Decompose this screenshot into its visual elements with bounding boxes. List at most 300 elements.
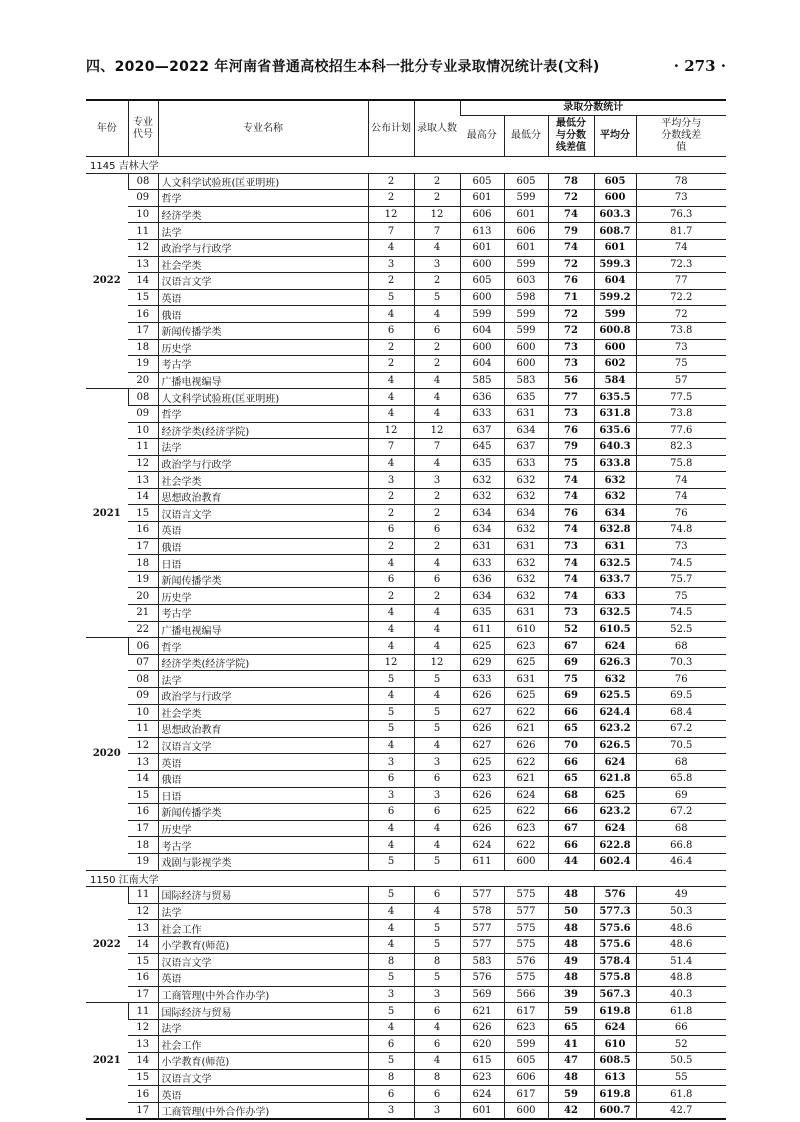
cell-plan: 2 [368, 505, 414, 522]
cell-min: 623 [504, 638, 548, 655]
cell-avg-diff: 69.5 [636, 688, 726, 705]
cell-avg: 621.8 [594, 770, 636, 787]
col-admitted: 录取人数 [414, 100, 460, 157]
cell-avg: 603.3 [594, 206, 636, 223]
table-row [86, 638, 726, 655]
cell-major: 法学 [158, 1019, 368, 1036]
cell-avg: 619.8 [594, 1003, 636, 1020]
cell-plan: 4 [368, 372, 414, 389]
cell-code: 13 [128, 754, 158, 771]
cell-code: 08 [128, 389, 158, 406]
cell-min-diff: 74 [548, 571, 594, 588]
cell-min: 599 [504, 1036, 548, 1053]
table-row [86, 289, 726, 306]
table-row [86, 820, 726, 837]
cell-avg: 601 [594, 239, 636, 256]
cell-min: 575 [504, 936, 548, 953]
cell-plan: 4 [368, 820, 414, 837]
cell-max: 626 [460, 1019, 504, 1036]
cell-min-diff: 74 [548, 488, 594, 505]
cell-avg: 635.6 [594, 422, 636, 439]
table-row [86, 1102, 726, 1119]
cell-max: 577 [460, 936, 504, 953]
cell-plan: 5 [368, 721, 414, 738]
cell-min: 610 [504, 621, 548, 638]
table-row [86, 1053, 726, 1070]
cell-admitted: 2 [414, 588, 460, 605]
cell-plan: 4 [368, 405, 414, 422]
cell-min-diff: 70 [548, 737, 594, 754]
col-max: 最高分 [460, 116, 504, 157]
cell-admitted: 5 [414, 704, 460, 721]
cell-plan: 4 [368, 555, 414, 572]
cell-min: 600 [504, 1102, 548, 1119]
cell-min-diff: 75 [548, 671, 594, 688]
cell-avg: 604 [594, 273, 636, 290]
cell-admitted: 4 [414, 405, 460, 422]
page-title: 四、2020—2022 年河南省普通高校招生本科一批分专业录取情况统计表(文科) [86, 59, 600, 75]
cell-plan: 2 [368, 588, 414, 605]
cell-major: 历史学 [158, 820, 368, 837]
cell-avg: 576 [594, 887, 636, 904]
cell-avg-diff: 73.8 [636, 405, 726, 422]
cell-admitted: 4 [414, 455, 460, 472]
cell-min: 632 [504, 472, 548, 489]
cell-code: 09 [128, 405, 158, 422]
cell-min: 623 [504, 820, 548, 837]
cell-min-diff: 48 [548, 970, 594, 987]
cell-major: 法学 [158, 439, 368, 456]
cell-avg: 635.5 [594, 389, 636, 406]
cell-plan: 8 [368, 953, 414, 970]
cell-code: 13 [128, 256, 158, 273]
cell-avg: 632 [594, 488, 636, 505]
cell-max: 600 [460, 339, 504, 356]
table-row [86, 571, 726, 588]
cell-major: 英语 [158, 522, 368, 539]
cell-admitted: 6 [414, 1003, 460, 1020]
cell-avg-diff: 72.2 [636, 289, 726, 306]
cell-avg-diff: 69 [636, 787, 726, 804]
table-row [86, 837, 726, 854]
cell-min-diff: 78 [548, 173, 594, 190]
col-score-stats: 录取分数统计 [460, 100, 726, 116]
cell-avg-diff: 74 [636, 472, 726, 489]
cell-max: 626 [460, 787, 504, 804]
cell-min: 599 [504, 306, 548, 323]
cell-code: 15 [128, 953, 158, 970]
cell-admitted: 4 [414, 372, 460, 389]
cell-min-diff: 66 [548, 804, 594, 821]
cell-code: 13 [128, 472, 158, 489]
cell-major: 经济学类(经济学院) [158, 654, 368, 671]
cell-code: 12 [128, 455, 158, 472]
cell-plan: 5 [368, 1003, 414, 1020]
cell-code: 10 [128, 704, 158, 721]
cell-admitted: 6 [414, 522, 460, 539]
cell-min-diff: 48 [548, 1069, 594, 1086]
cell-min-diff: 66 [548, 754, 594, 771]
cell-major: 工商管理(中外合作办学) [158, 986, 368, 1003]
cell-avg: 605 [594, 173, 636, 190]
cell-max: 626 [460, 820, 504, 837]
cell-max: 627 [460, 737, 504, 754]
cell-admitted: 3 [414, 787, 460, 804]
cell-code: 14 [128, 1053, 158, 1070]
cell-admitted: 6 [414, 770, 460, 787]
cell-avg: 626.3 [594, 654, 636, 671]
table-row [86, 853, 726, 870]
cell-major: 戏剧与影视学类 [158, 853, 368, 870]
cell-major: 社会学类 [158, 256, 368, 273]
cell-admitted: 5 [414, 721, 460, 738]
cell-min: 631 [504, 605, 548, 622]
cell-avg: 575.6 [594, 936, 636, 953]
cell-plan: 6 [368, 770, 414, 787]
cell-min: 632 [504, 555, 548, 572]
cell-min: 631 [504, 671, 548, 688]
cell-min-diff: 48 [548, 920, 594, 937]
table-row [86, 223, 726, 240]
cell-max: 601 [460, 190, 504, 207]
cell-min: 601 [504, 206, 548, 223]
cell-admitted: 3 [414, 256, 460, 273]
cell-min-diff: 73 [548, 405, 594, 422]
cell-code: 14 [128, 770, 158, 787]
cell-max: 625 [460, 804, 504, 821]
table-row [86, 422, 726, 439]
cell-admitted: 4 [414, 239, 460, 256]
cell-code: 11 [128, 887, 158, 904]
cell-min: 575 [504, 887, 548, 904]
cell-min-diff: 48 [548, 887, 594, 904]
cell-avg-diff: 67.2 [636, 804, 726, 821]
cell-min-diff: 49 [548, 953, 594, 970]
cell-avg-diff: 74.5 [636, 605, 726, 622]
table-row [86, 1069, 726, 1086]
cell-min: 617 [504, 1086, 548, 1103]
cell-admitted: 5 [414, 853, 460, 870]
cell-avg-diff: 48.8 [636, 970, 726, 987]
cell-min: 622 [504, 754, 548, 771]
cell-plan: 6 [368, 322, 414, 339]
cell-avg-diff: 68.4 [636, 704, 726, 721]
cell-admitted: 4 [414, 1019, 460, 1036]
cell-avg-diff: 72 [636, 306, 726, 323]
cell-avg-diff: 70.5 [636, 737, 726, 754]
cell-min-diff: 67 [548, 638, 594, 655]
cell-major: 法学 [158, 671, 368, 688]
cell-min-diff: 69 [548, 688, 594, 705]
cell-admitted: 3 [414, 1102, 460, 1119]
cell-major: 广播电视编导 [158, 372, 368, 389]
cell-avg: 623.2 [594, 804, 636, 821]
table-row [86, 505, 726, 522]
cell-admitted: 2 [414, 339, 460, 356]
cell-admitted: 5 [414, 671, 460, 688]
cell-avg-diff: 74 [636, 239, 726, 256]
cell-plan: 4 [368, 737, 414, 754]
cell-min: 600 [504, 853, 548, 870]
cell-admitted: 4 [414, 903, 460, 920]
cell-min: 575 [504, 970, 548, 987]
cell-max: 604 [460, 322, 504, 339]
cell-admitted: 7 [414, 439, 460, 456]
cell-major: 汉语言文学 [158, 273, 368, 290]
table-row [86, 754, 726, 771]
cell-avg-diff: 50.5 [636, 1053, 726, 1070]
table-row [86, 1036, 726, 1053]
cell-admitted: 5 [414, 920, 460, 937]
cell-avg: 600.7 [594, 1102, 636, 1119]
cell-max: 599 [460, 306, 504, 323]
cell-min: 632 [504, 588, 548, 605]
cell-min-diff: 67 [548, 820, 594, 837]
cell-plan: 5 [368, 1053, 414, 1070]
cell-min-diff: 74 [548, 555, 594, 572]
cell-min-diff: 50 [548, 903, 594, 920]
cell-major: 俄语 [158, 538, 368, 555]
cell-min-diff: 42 [548, 1102, 594, 1119]
cell-major: 国际经济与贸易 [158, 1003, 368, 1020]
cell-plan: 3 [368, 986, 414, 1003]
cell-admitted: 6 [414, 571, 460, 588]
table-row [86, 920, 726, 937]
year-cell: 2022 [86, 173, 128, 389]
cell-avg-diff: 73.8 [636, 322, 726, 339]
cell-min: 632 [504, 522, 548, 539]
cell-min: 621 [504, 721, 548, 738]
table-row [86, 306, 726, 323]
cell-avg: 632 [594, 472, 636, 489]
cell-avg: 610.5 [594, 621, 636, 638]
cell-avg-diff: 67.2 [636, 721, 726, 738]
cell-code: 20 [128, 372, 158, 389]
cell-avg: 625.5 [594, 688, 636, 705]
cell-admitted: 6 [414, 322, 460, 339]
cell-plan: 2 [368, 190, 414, 207]
cell-min: 621 [504, 770, 548, 787]
cell-max: 625 [460, 754, 504, 771]
cell-min: 575 [504, 920, 548, 937]
cell-major: 历史学 [158, 588, 368, 605]
cell-plan: 4 [368, 389, 414, 406]
cell-min-diff: 65 [548, 721, 594, 738]
cell-code: 15 [128, 289, 158, 306]
cell-plan: 2 [368, 488, 414, 505]
cell-avg-diff: 77 [636, 273, 726, 290]
cell-avg-diff: 65.8 [636, 770, 726, 787]
cell-min: 601 [504, 239, 548, 256]
cell-code: 15 [128, 1069, 158, 1086]
cell-min: 631 [504, 405, 548, 422]
cell-max: 604 [460, 356, 504, 373]
table-row [86, 1086, 726, 1103]
cell-min: 622 [504, 804, 548, 821]
cell-min: 598 [504, 289, 548, 306]
cell-code: 07 [128, 654, 158, 671]
cell-avg: 599 [594, 306, 636, 323]
cell-admitted: 4 [414, 1053, 460, 1070]
cell-major: 经济学类 [158, 206, 368, 223]
cell-max: 634 [460, 522, 504, 539]
cell-major: 英语 [158, 970, 368, 987]
cell-plan: 4 [368, 306, 414, 323]
cell-code: 08 [128, 671, 158, 688]
cell-min-diff: 73 [548, 538, 594, 555]
cell-min: 634 [504, 422, 548, 439]
cell-min-diff: 47 [548, 1053, 594, 1070]
cell-avg: 632 [594, 671, 636, 688]
cell-avg-diff: 72.3 [636, 256, 726, 273]
cell-min: 576 [504, 953, 548, 970]
cell-major: 社会工作 [158, 920, 368, 937]
cell-code: 17 [128, 538, 158, 555]
cell-avg: 631.8 [594, 405, 636, 422]
cell-major: 经济学类(经济学院) [158, 422, 368, 439]
cell-avg-diff: 74 [636, 488, 726, 505]
col-year: 年份 [86, 100, 128, 157]
cell-avg-diff: 42.7 [636, 1102, 726, 1119]
cell-admitted: 4 [414, 737, 460, 754]
cell-max: 606 [460, 206, 504, 223]
cell-min-diff: 72 [548, 190, 594, 207]
col-avg-diff: 平均分与分数线差值 [636, 116, 726, 157]
cell-avg: 633 [594, 588, 636, 605]
cell-min-diff: 76 [548, 505, 594, 522]
cell-major: 社会学类 [158, 472, 368, 489]
cell-min-diff: 74 [548, 206, 594, 223]
cell-max: 632 [460, 488, 504, 505]
cell-code: 17 [128, 820, 158, 837]
cell-min: 600 [504, 339, 548, 356]
cell-max: 578 [460, 903, 504, 920]
cell-plan: 6 [368, 1086, 414, 1103]
cell-code: 18 [128, 555, 158, 572]
col-code: 专业代号 [128, 100, 158, 157]
cell-min-diff: 74 [548, 588, 594, 605]
cell-max: 620 [460, 1036, 504, 1053]
cell-plan: 5 [368, 671, 414, 688]
cell-max: 633 [460, 671, 504, 688]
cell-avg-diff: 82.3 [636, 439, 726, 456]
table-row [86, 721, 726, 738]
cell-min-diff: 39 [548, 986, 594, 1003]
cell-major: 汉语言文学 [158, 737, 368, 754]
cell-avg-diff: 61.8 [636, 1086, 726, 1103]
table-row [86, 986, 726, 1003]
cell-max: 636 [460, 571, 504, 588]
table-row [86, 173, 726, 190]
cell-plan: 4 [368, 1019, 414, 1036]
cell-min-diff: 66 [548, 837, 594, 854]
cell-avg: 622.8 [594, 837, 636, 854]
cell-major: 哲学 [158, 638, 368, 655]
cell-min-diff: 74 [548, 472, 594, 489]
cell-min-diff: 69 [548, 654, 594, 671]
cell-plan: 4 [368, 455, 414, 472]
cell-admitted: 4 [414, 306, 460, 323]
col-min: 最低分 [504, 116, 548, 157]
cell-code: 17 [128, 986, 158, 1003]
cell-avg: 626.5 [594, 737, 636, 754]
cell-code: 15 [128, 787, 158, 804]
cell-avg-diff: 76.3 [636, 206, 726, 223]
table-row [86, 804, 726, 821]
cell-admitted: 8 [414, 953, 460, 970]
cell-min-diff: 65 [548, 770, 594, 787]
cell-code: 18 [128, 339, 158, 356]
cell-admitted: 3 [414, 472, 460, 489]
cell-major: 社会学类 [158, 704, 368, 721]
cell-min: 599 [504, 256, 548, 273]
cell-avg-diff: 77.5 [636, 389, 726, 406]
cell-avg: 567.3 [594, 986, 636, 1003]
cell-major: 汉语言文学 [158, 953, 368, 970]
cell-avg: 578.4 [594, 953, 636, 970]
cell-code: 12 [128, 239, 158, 256]
cell-avg-diff: 73 [636, 339, 726, 356]
cell-max: 637 [460, 422, 504, 439]
cell-max: 645 [460, 439, 504, 456]
table-row [86, 787, 726, 804]
cell-major: 人文科学试验班(匡亚明班) [158, 173, 368, 190]
cell-min: 622 [504, 837, 548, 854]
table-row [86, 538, 726, 555]
cell-admitted: 4 [414, 621, 460, 638]
year-cell: 2021 [86, 1003, 128, 1120]
cell-major: 工商管理(中外合作办学) [158, 1102, 368, 1119]
cell-min-diff: 59 [548, 1086, 594, 1103]
cell-min-diff: 72 [548, 256, 594, 273]
cell-avg: 608.5 [594, 1053, 636, 1070]
table-row [86, 970, 726, 987]
page-number: · 273 · [673, 57, 726, 75]
cell-avg-diff: 76 [636, 671, 726, 688]
cell-plan: 2 [368, 356, 414, 373]
cell-min-diff: 76 [548, 273, 594, 290]
cell-min: 617 [504, 1003, 548, 1020]
cell-min: 603 [504, 273, 548, 290]
table-row [86, 405, 726, 422]
cell-avg-diff: 68 [636, 754, 726, 771]
cell-min-diff: 74 [548, 522, 594, 539]
cell-code: 16 [128, 1086, 158, 1103]
cell-admitted: 2 [414, 190, 460, 207]
table-row [86, 1019, 726, 1036]
cell-major: 政治学与行政学 [158, 688, 368, 705]
cell-max: 635 [460, 605, 504, 622]
cell-max: 583 [460, 953, 504, 970]
cell-avg: 602 [594, 356, 636, 373]
table-row [86, 770, 726, 787]
cell-max: 634 [460, 505, 504, 522]
cell-min: 634 [504, 505, 548, 522]
cell-plan: 6 [368, 804, 414, 821]
cell-avg: 600.8 [594, 322, 636, 339]
cell-avg-diff: 61.8 [636, 1003, 726, 1020]
cell-major: 政治学与行政学 [158, 455, 368, 472]
cell-max: 576 [460, 970, 504, 987]
table-row [86, 239, 726, 256]
cell-plan: 3 [368, 754, 414, 771]
cell-avg: 633.7 [594, 571, 636, 588]
cell-major: 新闻传播学类 [158, 571, 368, 588]
cell-major: 汉语言文学 [158, 1069, 368, 1086]
cell-max: 600 [460, 289, 504, 306]
cell-major: 英语 [158, 754, 368, 771]
table-row [86, 588, 726, 605]
